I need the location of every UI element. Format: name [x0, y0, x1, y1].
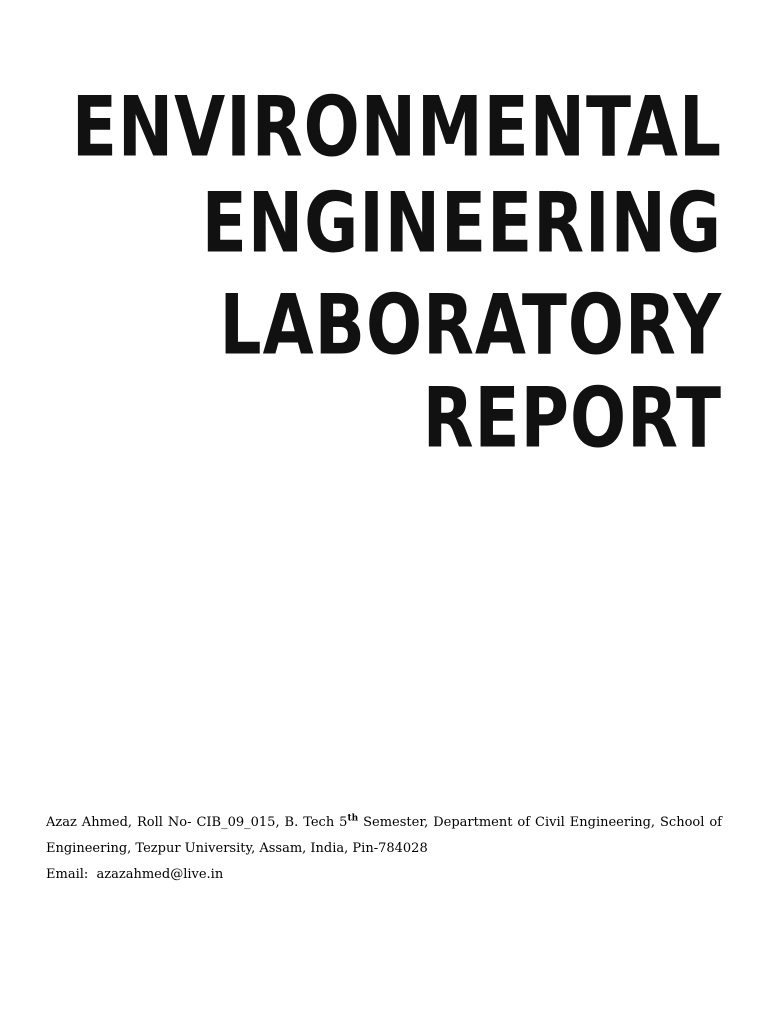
author-line-2: Engineering, Tezpur University, Assam, India, Pin-784028 — [46, 841, 428, 856]
title-line-report — [422, 370, 722, 467]
title-line-text: REPORT — [422, 370, 722, 467]
title-line-laboratory — [219, 277, 722, 374]
author-text-part1: Azaz Ahmed, Roll No- CIB_09_015, B. Tech 5 — [46, 815, 348, 830]
title-line-text: ENGINEERING — [201, 175, 722, 272]
author-line-1 — [46, 810, 722, 836]
report-title — [71, 79, 722, 475]
author-info — [46, 810, 722, 888]
email-address: azazahmed@live.in — [96, 867, 224, 882]
title-line-text: LABORATORY — [219, 277, 722, 374]
title-line-engineering — [201, 175, 722, 272]
email-row — [46, 862, 722, 888]
title-line-environmental — [71, 79, 722, 176]
author-text-part2: Semester, Department of Civil Engineering, School of — [358, 815, 722, 830]
author-name-roll-semester — [46, 810, 722, 836]
email-label: Email: — [46, 867, 89, 882]
title-line-text: ENVIRONMENTAL — [71, 79, 722, 176]
semester-ordinal-suffix: th — [347, 813, 359, 824]
